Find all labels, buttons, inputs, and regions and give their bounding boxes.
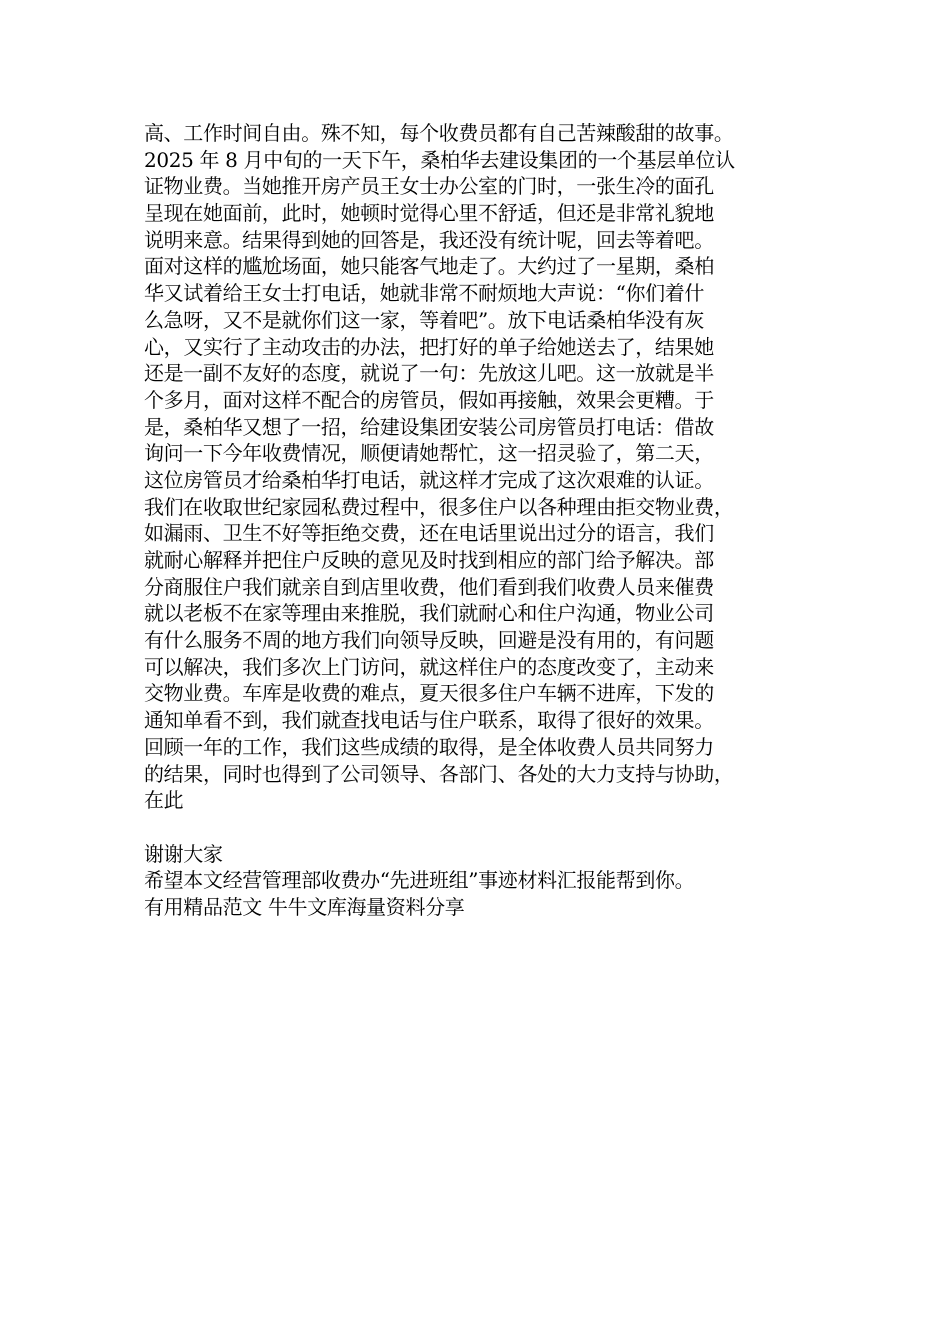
body-line: 交物业费。车库是收费的难点，夏天很多住户车辆不进库，下发的 (144, 681, 714, 706)
body-line: 如漏雨、卫生不好等拒绝交费，还在电话里说出过分的语言，我们 (144, 521, 714, 546)
body-line: 是，桑柏华又想了一招，给建设集团安装公司房管员打电话：借故 (144, 414, 714, 439)
body-line: 在此 (144, 788, 184, 813)
body-line: 面对这样的尴尬场面，她只能客气地走了。大约过了一星期，桑柏 (144, 254, 714, 279)
blank-line (144, 814, 809, 841)
closing-line: 谢谢大家 (144, 841, 223, 866)
body-paragraph (144, 120, 809, 814)
body-line: 询问一下今年收费情况，顺便请她帮忙，这一招灵验了，第二天， (144, 441, 714, 466)
body-line: 分商服住户我们就亲自到店里收费，他们看到我们收费人员来催费 (144, 574, 714, 599)
body-line: 的结果，同时也得到了公司领导、各部门、各处的大力支持与协助， (144, 761, 734, 786)
body-line: 就耐心解释并把住户反映的意见及时找到相应的部门给予解决。部 (144, 548, 714, 572)
body-line: 华又试着给王女士打电话，她就非常不耐烦地大声说：“你们着什 (144, 281, 705, 306)
body-line: 证物业费。当她推开房产员王女士办公室的门时，一张生冷的面孔 (144, 174, 714, 199)
body-line: 个多月，面对这样不配合的房管员，假如再接触，效果会更糟。于 (144, 387, 714, 412)
body-line: 说明来意。结果得到她的回答是，我还没有统计呢，回去等着吧。 (144, 227, 714, 252)
footer-line-2: 有用精品范文 牛牛文库海量资料分享 (144, 894, 465, 919)
body-line: 有什么服务不周的地方我们向领导反映，回避是没有用的，有问题 (144, 628, 714, 653)
body-line: 可以解决，我们多次上门访问，就这样住户的态度改变了，主动来 (144, 654, 714, 679)
document-text (144, 120, 809, 921)
body-line: 我们在收取世纪家园私费过程中，很多住户以各种理由拒交物业费， (144, 494, 734, 519)
body-line: 么急呀，又不是就你们这一家，等着吧”。放下电话桑柏华没有灰 (144, 307, 705, 332)
body-line: 还是一副不友好的态度，就说了一句：先放这儿吧。这一放就是半 (144, 361, 714, 386)
body-line: 回顾一年的工作，我们这些成绩的取得，是全体收费人员共同努力 (144, 734, 714, 759)
body-line: 心，又实行了主动攻击的办法，把打好的单子给她送去了，结果她 (144, 334, 714, 359)
body-line: 这位房管员才给桑柏华打电话，就这样才完成了这次艰难的认证。 (144, 467, 714, 492)
body-line: 2025 年 8 月中旬的一天下午，桑柏华去建设集团的一个基层单位认 (144, 147, 735, 172)
body-line: 呈现在她面前，此时，她顿时觉得心里不舒适，但还是非常礼貌地 (144, 201, 714, 226)
body-line: 就以老板不在家等理由来推脱，我们就耐心和住户沟通，物业公司 (144, 601, 714, 626)
body-line: 高、工作时间自由。殊不知，每个收费员都有自己苦辣酸甜的故事。 (144, 121, 734, 145)
footer-line-1: 希望本文经营管理部收费办“先进班组”事迹材料汇报能帮到你。 (144, 868, 695, 893)
body-line: 通知单看不到，我们就查找电话与住户联系，取得了很好的效果。 (144, 708, 714, 733)
